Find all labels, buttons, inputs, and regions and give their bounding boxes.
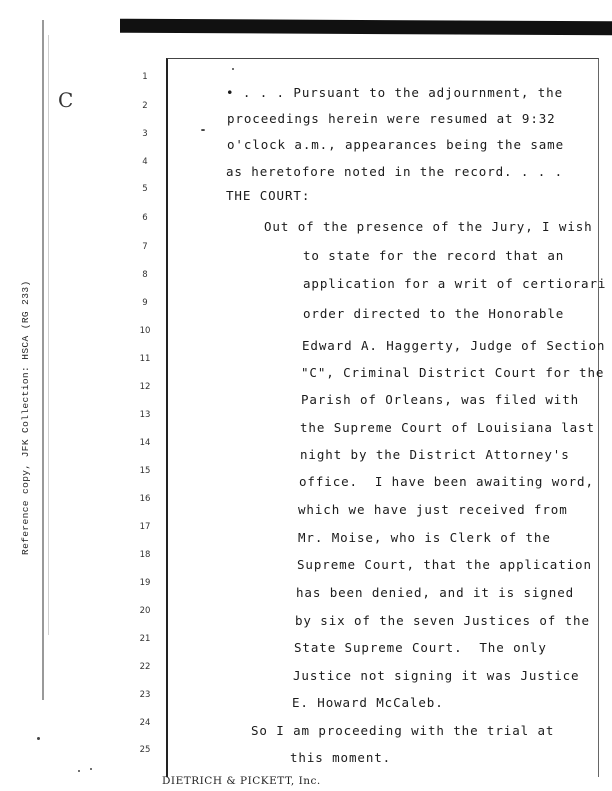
transcript-line: as heretofore noted in the record. . . . [226, 164, 564, 179]
margin-bracket-mark: C [58, 88, 74, 112]
transcript-line: So I am proceeding with the trial at [251, 723, 555, 738]
transcript-line: proceedings herein were resumed at 9:32 [227, 111, 556, 126]
line-number: 18 [139, 550, 151, 560]
transcript-line: order directed to the Honorable [303, 306, 565, 321]
transcript-line: which we have just received from [298, 502, 568, 517]
line-number: 11 [139, 354, 151, 364]
line-number: 15 [139, 466, 151, 476]
transcript-line: to state for the record that an [303, 248, 565, 263]
transcript-line: office. I have been awaiting word, [299, 474, 594, 489]
transcript-line: Mr. Moise, who is Clerk of the [298, 530, 551, 545]
line-number: 20 [139, 606, 151, 616]
page-left-edge-shadow [48, 35, 49, 635]
line-number: 1 [142, 72, 148, 82]
scan-speck [78, 770, 80, 772]
line-number: 23 [139, 690, 151, 700]
speaker-label: THE COURT: [226, 188, 311, 203]
line-number: 8 [142, 270, 148, 280]
scan-speck [201, 129, 205, 131]
transcript-line: this moment. [290, 750, 392, 765]
scan-speck [90, 768, 92, 770]
line-number: 4 [142, 157, 148, 167]
line-number: 24 [139, 718, 151, 728]
transcript-line: the Supreme Court of Louisiana last [300, 420, 595, 435]
line-number: 19 [139, 578, 151, 588]
transcript-line: o'clock a.m., appearances being the same [227, 137, 565, 152]
transcript-line: Justice not signing it was Justice [293, 668, 580, 683]
line-number: 10 [139, 326, 151, 336]
transcript-line: • . . . Pursuant to the adjournment, the [226, 85, 564, 100]
transcript-line: Out of the presence of the Jury, I wish [264, 219, 593, 234]
archive-reference-stamp: Reference copy, JFK Collection: HSCA (RG 233) [20, 280, 31, 555]
scan-speck [37, 737, 40, 740]
line-number: 9 [142, 298, 148, 308]
line-number: 14 [139, 438, 151, 448]
transcript-line: night by the District Attorney's [300, 447, 570, 462]
transcript-line: Parish of Orleans, was filed with [301, 392, 580, 407]
line-number: 16 [139, 494, 151, 504]
transcript-line: by six of the seven Justices of the [295, 613, 590, 628]
transcript-line: Edward A. Haggerty, Judge of Section [302, 338, 606, 353]
line-number: 21 [139, 634, 151, 644]
line-number: 12 [139, 382, 151, 392]
line-number: 6 [142, 213, 148, 223]
line-number-column [133, 0, 157, 791]
transcript-line: State Supreme Court. The only [294, 640, 547, 655]
page-left-edge [42, 20, 44, 700]
line-number: 22 [139, 662, 151, 672]
transcript-line: Supreme Court, that the application [297, 557, 592, 572]
transcript-line: application for a writ of certiorari [303, 276, 607, 291]
line-number: 13 [139, 410, 151, 420]
line-number: 3 [142, 129, 148, 139]
line-number: 7 [142, 242, 148, 252]
transcript-line: "C", Criminal District Court for the [301, 365, 605, 380]
transcript-line: has been denied, and it is signed [296, 585, 575, 600]
top-dark-band [120, 19, 612, 36]
line-number: 17 [139, 522, 151, 532]
scan-speck [232, 68, 234, 70]
reporter-footer: DIETRICH & PICKETT, Inc. [162, 775, 321, 787]
line-number: 2 [142, 101, 148, 111]
transcript-line: E. Howard McCaleb. [292, 695, 444, 710]
line-number: 5 [142, 184, 148, 194]
line-number: 25 [139, 745, 151, 755]
